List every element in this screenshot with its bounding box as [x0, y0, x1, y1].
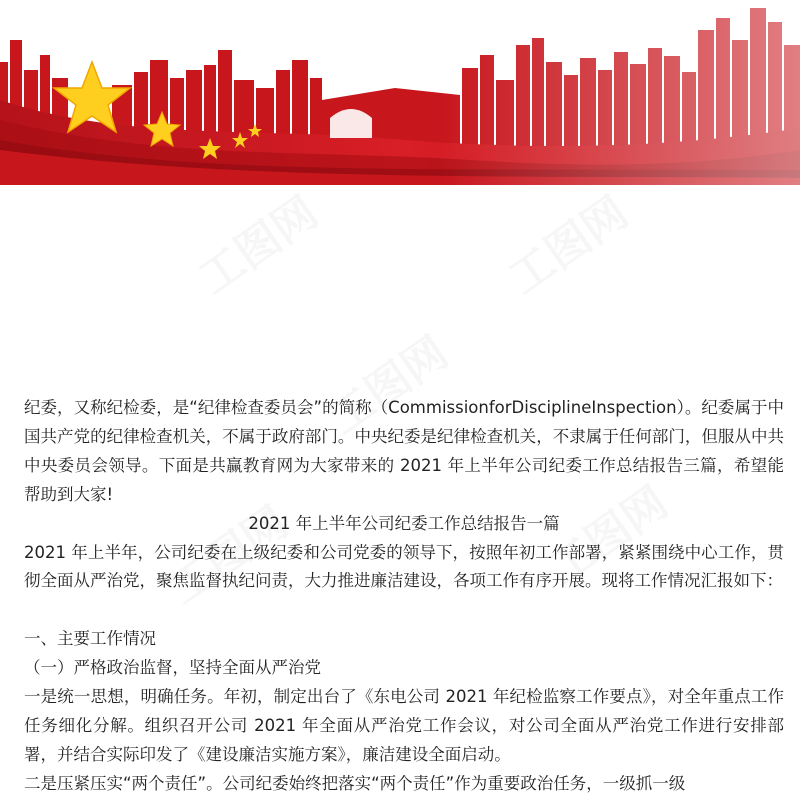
document-body	[24, 394, 784, 799]
section-heading: 一、主要工作情况	[24, 629, 156, 649]
intro-paragraph: 纪委，又称纪检委，是“纪律检查委员会”的简称（CommissionforDisciplineInspection）。纪委属于中国共产党的纪律检查机关，不属于政府部门。中央纪委是纪律检查机关，不隶属于任何部门，但服从中共中央委员会领导。下面是共赢教育网为大家带来的 2021 年上半年公司纪委工作总结报告三篇，希望能帮助到大家!	[24, 398, 784, 504]
watermark: 工图网	[159, 496, 298, 615]
watermark: 工图网	[539, 476, 678, 595]
watermark: 工图网	[499, 186, 638, 305]
report-title: 2021 年上半年公司纪委工作总结报告一篇	[248, 513, 560, 533]
blank-line	[24, 596, 784, 625]
opening-paragraph: 2021 年上半年，公司纪委在上级纪委和公司党委的领导下，按照年初工作部署，紧紧围绕中心工作，贯彻全面从严治党，聚焦监督执纪问责，大力推进廉洁建设，各项工作有序开展。现将工作情况汇报如下：	[24, 542, 784, 591]
banner-header	[0, 0, 800, 185]
body-paragraph: 二是压紧压实“两个责任”。公司纪委始终把落实“两个责任”作为重要政治任务，一级抓一级	[24, 773, 686, 793]
subsection-heading: （一）严格政治监督，坚持全面从严治党	[24, 658, 321, 678]
body-paragraph: 一是统一思想，明确任务。年初，制定出台了《东电公司 2021 年纪检监察工作要点》，对全年重点工作任务细化分解。组织召开公司 2021 年全面从严治党工作会议，对公司全面从严治党工作进行安排部署，并结合实际印发了《建设廉洁实施方案》，廉洁建设全面启动。	[24, 687, 784, 764]
watermark: 工图网	[319, 326, 458, 445]
watermark: 工图网	[189, 186, 328, 305]
